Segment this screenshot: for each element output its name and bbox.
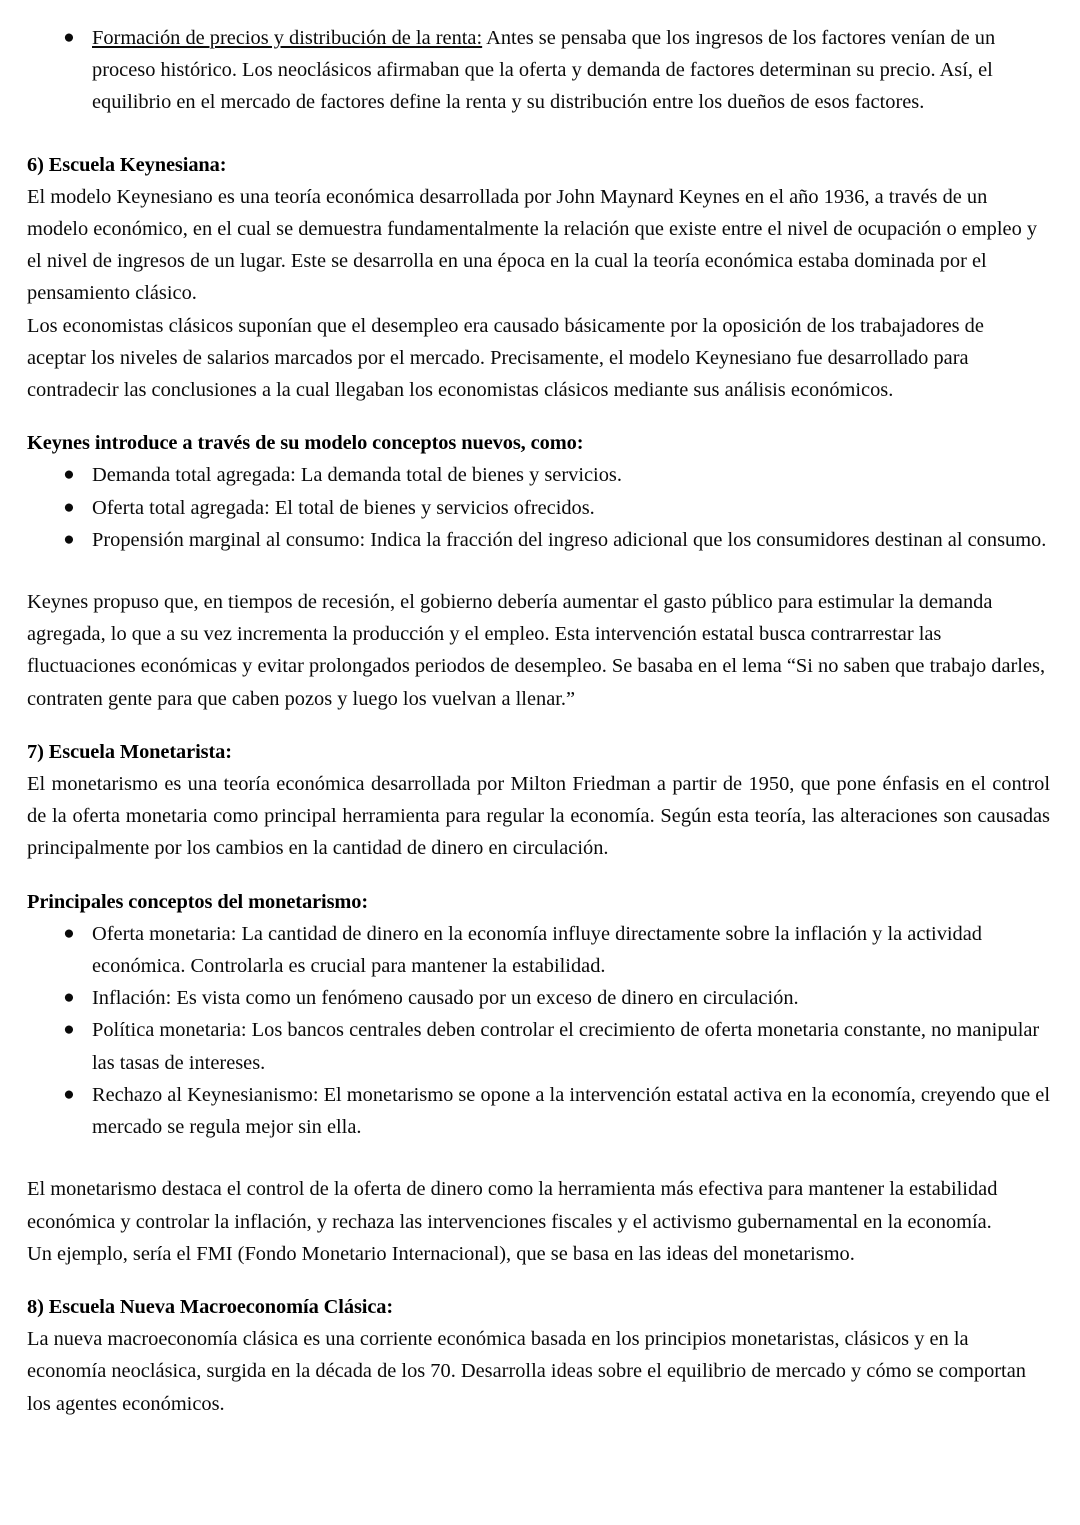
keynes-paragraph-2: Los economistas clásicos suponían que el desempleo era causado básicamente por la oposición de los trabajadores de aceptar los niveles de salarios marcados por el mercado. Precisamente, el modelo Keynesiano fue desarrollado para contradecir las conclusiones a la cual llegaban los economistas clásicos mediante sus análisis económicos.	[27, 314, 984, 402]
list-item	[27, 1079, 1050, 1143]
bullet-point-icon: ●	[63, 1083, 75, 1105]
list-item	[27, 524, 1050, 556]
list-item	[27, 918, 1050, 982]
list-item	[27, 982, 1050, 1014]
keynes-concepts-list	[27, 459, 1050, 556]
list-item-content	[92, 27, 995, 113]
list-item-content: Propensión marginal al consumo: Indica la fracción del ingreso adicional que los consumidores destinan al consumo.	[92, 528, 1047, 551]
heading-escuela-monetarista: 7) Escuela Monetarista:	[27, 740, 232, 763]
spacer	[27, 1270, 1050, 1291]
list-item	[27, 22, 1050, 119]
keynes-paragraph-3: Keynes propuso que, en tiempos de recesión, el gobierno debería aumentar el gasto público para estimular la demanda agregada, lo que a su vez incrementa la producción y el empleo. Esta intervención estatal busca contrarrestar las fluctuaciones económicas y evitar prolongados periodos de desempleo. Se basaba en el lema “Si no saben que trabajo darles, contraten gente para que caben pozos y luego los vuelvan a llenar.”	[27, 591, 1046, 710]
list-item-content: Rechazo al Keynesianismo: El monetarismo se opone a la intervención estatal activa en la economía, creyendo que el mercado se regula mejor sin ella.	[92, 1083, 1050, 1139]
bullet-point-icon: ●	[63, 528, 75, 550]
list-item-content: Política monetaria: Los bancos centrales deben controlar el crecimiento de oferta monetaria constante, no manipular las tasas de intereses.	[92, 1019, 1040, 1074]
list-item	[27, 492, 1050, 524]
heading-monetarismo-conceptos: Principales conceptos del monetarismo:	[27, 890, 369, 913]
list-item	[27, 1014, 1050, 1078]
bullet-point-icon: ●	[63, 922, 75, 944]
spacer	[27, 715, 1050, 736]
list-item-content: Oferta total agregada: El total de bienes y servicios ofrecidos.	[92, 496, 595, 519]
bullet-body-text: Antes se pensaba que los ingresos de los factores venían de un proceso histórico. Los neoclásicos afirmaban que la oferta y demanda de factores determinan su precio. Así, el equilibrio en el mercado de factores define la renta y su distribución entre los dueños de esos factores.	[92, 27, 996, 114]
bullet-point-icon: ●	[63, 1019, 75, 1041]
bullet-lead-in-underlined: Formación de precios y distribución de la renta:	[92, 27, 483, 49]
spacer	[27, 865, 1050, 886]
list-item-content: Demanda total agregada: La demanda total de bienes y servicios.	[92, 464, 622, 487]
bullet-point-icon: ●	[63, 27, 75, 48]
heading-keynes-conceptos: Keynes introduce a través de su modelo conceptos nuevos, como:	[27, 432, 584, 455]
bullet-point-icon: ●	[63, 987, 75, 1009]
monetarista-paragraph-2: El monetarismo destaca el control de la oferta de dinero como la herramienta más efectiva para mantener la estabilidad económica y controlar la inflación, y rechaza las intervenciones fiscales y el activismo gubernamental en la economía.	[27, 1178, 998, 1233]
neoclassical-carryover-list	[27, 22, 1050, 119]
bullet-point-icon: ●	[63, 496, 75, 518]
list-item-content: Oferta monetaria: La cantidad de dinero en la economía influye directamente sobre la inflación y la actividad económica. Controlarla es crucial para mantener la estabilidad.	[92, 922, 982, 978]
monetarista-paragraph-1: El monetarismo es una teoría económica desarrollada por Milton Friedman a partir de 1950, que pone énfasis en el control de la oferta monetaria como principal herramienta para regular la economía. Según esta teoría, las alteraciones son causadas principalmente por los cambios en la cantidad de dinero en circulación.	[27, 773, 1050, 860]
spacer	[27, 556, 1050, 586]
monetarista-paragraph-3: Un ejemplo, sería el FMI (Fondo Monetario Internacional), que se basa en las ideas del monetarismo.	[27, 1242, 855, 1265]
list-item-content: Inflación: Es vista como un fenómeno causado por un exceso de dinero en circulación.	[92, 987, 799, 1010]
heading-escuela-keynesiana: 6) Escuela Keynesiana:	[27, 153, 227, 176]
spacer	[27, 119, 1050, 149]
list-item	[27, 459, 1050, 491]
nueva-macro-paragraph-1: La nueva macroeconomía clásica es una corriente económica basada en los principios monetaristas, clásicos y en la economía neoclásica, surgida en la década de los 70. Desarrolla ideas sobre el equilibrio de mercado y cómo se comportan los agentes económicos.	[27, 1328, 1026, 1415]
keynes-paragraph-1: El modelo Keynesiano es una teoría económica desarrollada por John Maynard Keynes en el año 1936, a través de un modelo económico, en el cual se demuestra fundamentalmente la relación que existe entre el nivel de ocupación o empleo y el nivel de ingresos de un lugar. Este se desarrolla en una época en la cual la teoría económica estaba dominada por el pensamiento clásico.	[27, 185, 1038, 305]
spacer	[27, 1143, 1050, 1173]
spacer	[27, 406, 1050, 427]
bullet-point-icon: ●	[63, 464, 75, 486]
heading-escuela-nueva-macroeconomia: 8) Escuela Nueva Macroeconomía Clásica:	[27, 1295, 394, 1318]
monetarismo-concepts-list	[27, 918, 1050, 1143]
